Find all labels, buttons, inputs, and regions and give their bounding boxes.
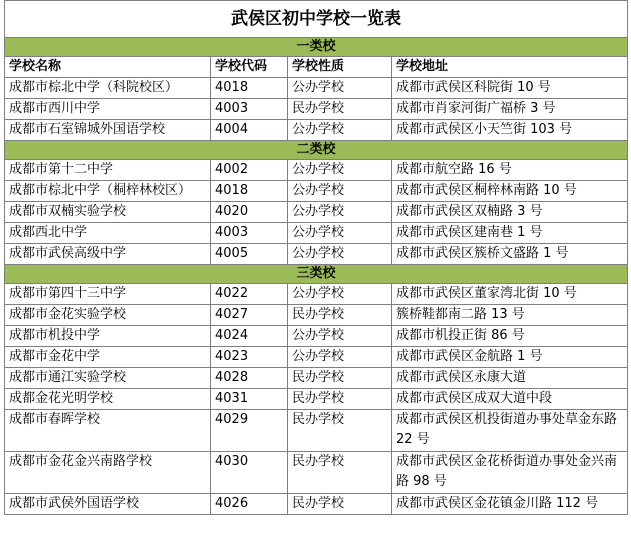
school-code-cell: 4018 xyxy=(211,78,288,99)
school-address-cell: 成都市武侯区小天竺街 103 号 xyxy=(392,120,628,141)
school-type-cell: 公办学校 xyxy=(288,347,392,368)
school-code-cell: 4027 xyxy=(211,305,288,326)
table-row xyxy=(5,160,628,181)
school-address-cell: 成都市武侯区董家湾北街 10 号 xyxy=(392,284,628,305)
table-row xyxy=(5,202,628,223)
school-code-cell: 4003 xyxy=(211,99,288,120)
school-name-cell: 成都市棕北中学（科院校区） xyxy=(5,78,211,99)
school-address-cell: 成都市武侯区成双大道中段 xyxy=(392,389,628,410)
school-code-cell: 4003 xyxy=(211,223,288,244)
school-type-cell: 公办学校 xyxy=(288,244,392,265)
table-row xyxy=(5,244,628,265)
table-row xyxy=(5,305,628,326)
school-type-cell: 民办学校 xyxy=(288,410,392,452)
column-header: 学校代码 xyxy=(211,57,288,78)
school-name-cell: 成都市第四十三中学 xyxy=(5,284,211,305)
school-name-cell: 成都市武侯高级中学 xyxy=(5,244,211,265)
school-list-sheet xyxy=(4,0,627,515)
school-code-cell: 4004 xyxy=(211,120,288,141)
school-code-cell: 4020 xyxy=(211,202,288,223)
school-address-cell: 成都市机投正街 86 号 xyxy=(392,326,628,347)
school-address-cell: 成都市武侯区桐梓林南路 10 号 xyxy=(392,181,628,202)
school-address-cell: 成都市肖家河街广福桥 3 号 xyxy=(392,99,628,120)
school-code-cell: 4028 xyxy=(211,368,288,389)
school-code-cell: 4018 xyxy=(211,181,288,202)
school-type-cell: 民办学校 xyxy=(288,452,392,494)
school-code-cell: 4030 xyxy=(211,452,288,494)
school-code-cell: 4023 xyxy=(211,347,288,368)
school-table xyxy=(4,0,628,515)
school-address-cell: 成都市武侯区永康大道 xyxy=(392,368,628,389)
school-type-cell: 民办学校 xyxy=(288,368,392,389)
column-header: 学校性质 xyxy=(288,57,392,78)
school-type-cell: 公办学校 xyxy=(288,223,392,244)
category-label: 一类校 xyxy=(5,38,628,57)
category-row xyxy=(5,141,628,160)
school-name-cell: 成都市通江实验学校 xyxy=(5,368,211,389)
table-row xyxy=(5,181,628,202)
table-row xyxy=(5,223,628,244)
school-code-cell: 4022 xyxy=(211,284,288,305)
school-address-cell: 成都市武侯区双楠路 3 号 xyxy=(392,202,628,223)
school-name-cell: 成都市机投中学 xyxy=(5,326,211,347)
school-type-cell: 民办学校 xyxy=(288,99,392,120)
school-address-cell: 成都市武侯区金花镇金川路 112 号 xyxy=(392,494,628,515)
table-row xyxy=(5,347,628,368)
school-type-cell: 公办学校 xyxy=(288,120,392,141)
table-row xyxy=(5,284,628,305)
school-code-cell: 4005 xyxy=(211,244,288,265)
school-name-cell: 成都西北中学 xyxy=(5,223,211,244)
category-label: 三类校 xyxy=(5,265,628,284)
school-address-cell: 成都市武侯区金花桥街道办事处金兴南路 98 号 xyxy=(392,452,628,494)
table-row xyxy=(5,389,628,410)
title-row xyxy=(5,1,628,38)
table-row xyxy=(5,410,628,452)
school-code-cell: 4031 xyxy=(211,389,288,410)
school-name-cell: 成都市金花实验学校 xyxy=(5,305,211,326)
school-address-cell: 簇桥鞋都南二路 13 号 xyxy=(392,305,628,326)
school-code-cell: 4002 xyxy=(211,160,288,181)
school-type-cell: 公办学校 xyxy=(288,78,392,99)
page-title: 武侯区初中学校一览表 xyxy=(5,1,628,38)
school-type-cell: 公办学校 xyxy=(288,202,392,223)
table-row xyxy=(5,120,628,141)
school-name-cell: 成都市金花金兴南路学校 xyxy=(5,452,211,494)
school-code-cell: 4026 xyxy=(211,494,288,515)
school-address-cell: 成都市武侯区机投街道办事处草金东路 22 号 xyxy=(392,410,628,452)
table-row xyxy=(5,368,628,389)
school-address-cell: 成都市武侯区金航路 1 号 xyxy=(392,347,628,368)
column-header: 学校名称 xyxy=(5,57,211,78)
table-row xyxy=(5,494,628,515)
table-row xyxy=(5,78,628,99)
school-address-cell: 成都市武侯区簇桥文盛路 1 号 xyxy=(392,244,628,265)
school-type-cell: 民办学校 xyxy=(288,494,392,515)
school-address-cell: 成都市航空路 16 号 xyxy=(392,160,628,181)
school-type-cell: 民办学校 xyxy=(288,389,392,410)
category-row xyxy=(5,38,628,57)
school-code-cell: 4024 xyxy=(211,326,288,347)
school-address-cell: 成都市武侯区建南巷 1 号 xyxy=(392,223,628,244)
school-name-cell: 成都市春晖学校 xyxy=(5,410,211,452)
school-address-cell: 成都市武侯区科院街 10 号 xyxy=(392,78,628,99)
table-row xyxy=(5,326,628,347)
category-label: 二类校 xyxy=(5,141,628,160)
category-row xyxy=(5,265,628,284)
school-type-cell: 公办学校 xyxy=(288,181,392,202)
school-name-cell: 成都市双楠实验学校 xyxy=(5,202,211,223)
school-type-cell: 公办学校 xyxy=(288,160,392,181)
school-name-cell: 成都市西川中学 xyxy=(5,99,211,120)
school-name-cell: 成都市武侯外国语学校 xyxy=(5,494,211,515)
school-type-cell: 民办学校 xyxy=(288,305,392,326)
header-row xyxy=(5,57,628,78)
table-row xyxy=(5,99,628,120)
school-type-cell: 公办学校 xyxy=(288,284,392,305)
school-code-cell: 4029 xyxy=(211,410,288,452)
school-name-cell: 成都市第十二中学 xyxy=(5,160,211,181)
column-header: 学校地址 xyxy=(392,57,628,78)
school-name-cell: 成都市石室锦城外国语学校 xyxy=(5,120,211,141)
school-name-cell: 成都金花光明学校 xyxy=(5,389,211,410)
school-name-cell: 成都市棕北中学（桐梓林校区） xyxy=(5,181,211,202)
school-name-cell: 成都市金花中学 xyxy=(5,347,211,368)
school-type-cell: 公办学校 xyxy=(288,326,392,347)
table-row xyxy=(5,452,628,494)
